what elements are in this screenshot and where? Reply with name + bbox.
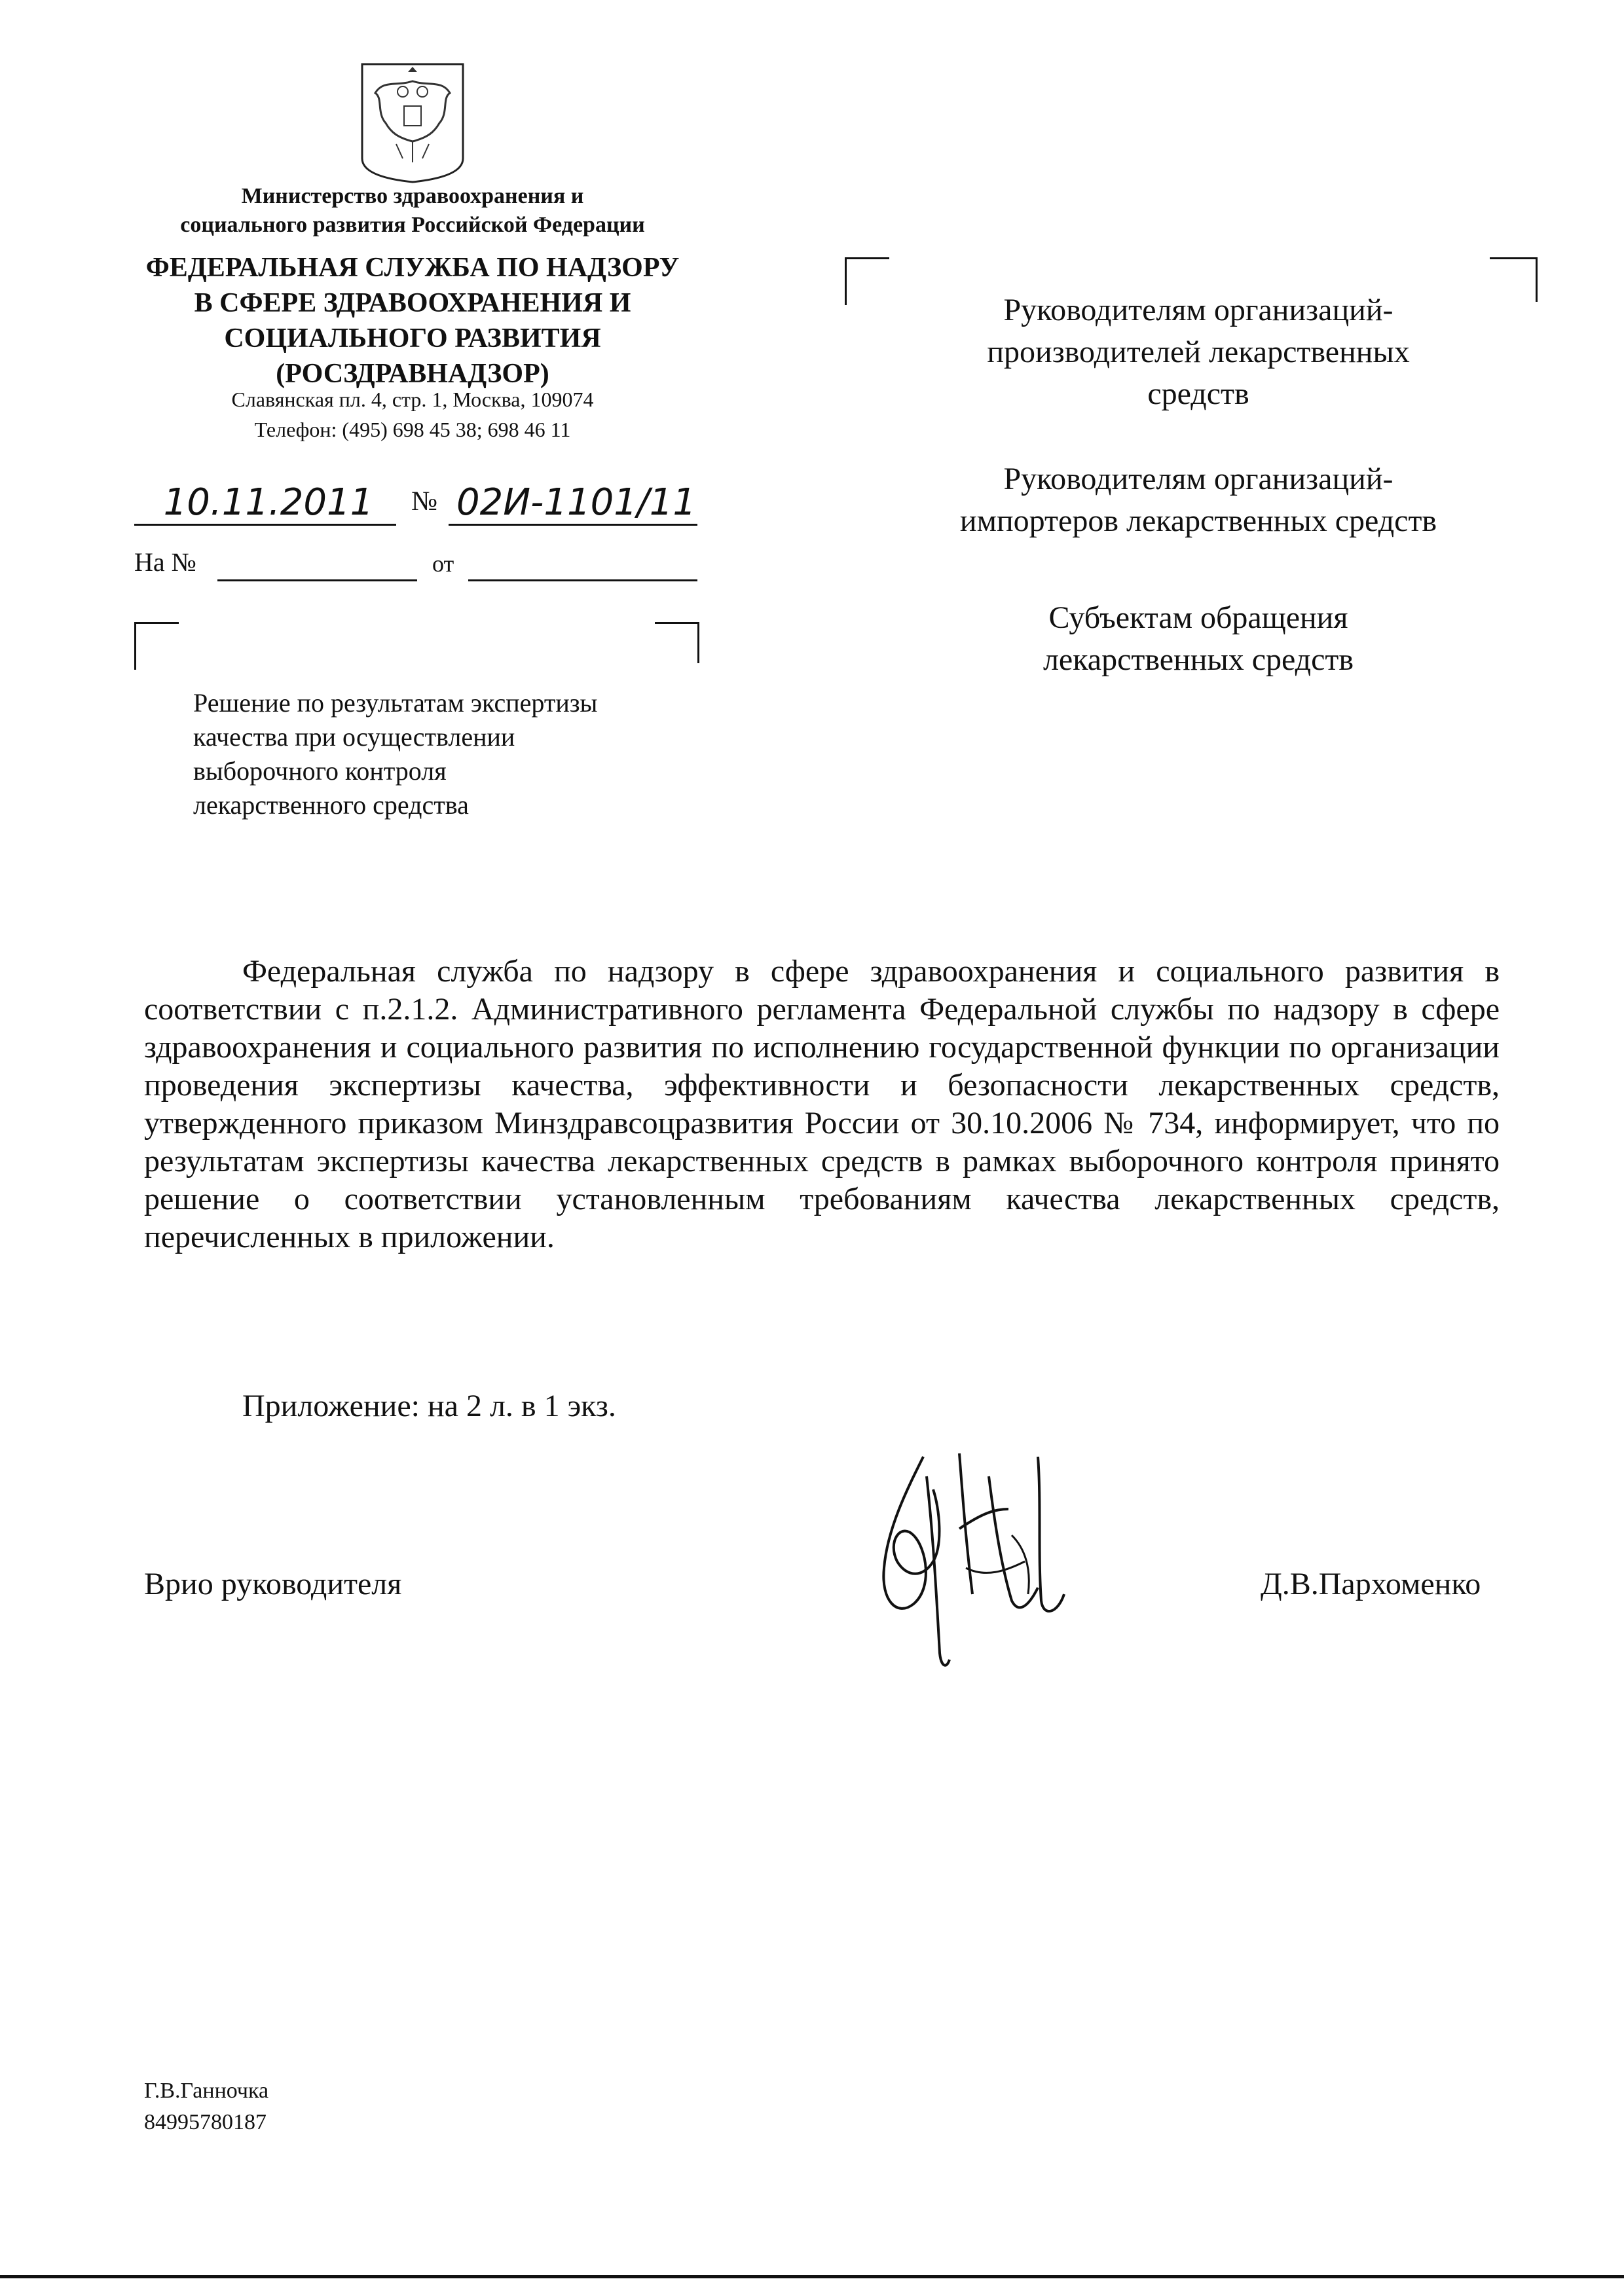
service-line: СОЦИАЛЬНОГО РАЗВИТИЯ xyxy=(224,323,601,354)
document-number-handwritten: 02И-1101/11 xyxy=(456,481,696,524)
subject-corner-right xyxy=(655,622,699,663)
subject-line: выборочного контроля xyxy=(193,756,447,786)
signatory-title: Врио руководителя xyxy=(144,1567,402,1601)
addressee-line: лекарственных средств xyxy=(1043,642,1354,677)
executor-contact xyxy=(144,2075,268,2138)
sender-phone: Телефон: (495) 698 45 38; 698 46 11 xyxy=(254,418,571,441)
subject-line: качества при осуществлении xyxy=(193,722,515,752)
subject-corner-left xyxy=(134,622,179,670)
letter-body: Федеральная служба по надзору в сфере здравоохранения и социального развития в соответствии с п.2.1.2. Административного регламента Федеральной службы по надзору в сфере здравоохранения и социального развития по исполнению государственной функции по организации проведения экспертизы качества, эффективности и безопасности лекарственных средств, утвержденного приказом Минздравсоцразвития России от 30.10.2006 № 734, информирует, что по результатам экспертизы качества лекарственных средств в рамках выборочного контроля принято решение о соответствии установленным требованиям качества лекарственных средств, перечисленных в приложении. xyxy=(144,954,1500,1254)
addressee-line: импортеров лекарственных средств xyxy=(959,503,1437,538)
appendix-note: Приложение: на 2 л. в 1 экз. xyxy=(242,1389,616,1423)
sender-address: Славянская пл. 4, стр. 1, Москва, 109074 xyxy=(231,388,594,411)
addressee-importers xyxy=(904,458,1493,542)
service-line: (РОСЗДРАВНАДЗОР) xyxy=(276,359,549,389)
signatory-name: Д.В.Пархоменко xyxy=(1261,1567,1481,1601)
reference-date-blank xyxy=(468,579,697,581)
reference-number-blank xyxy=(217,579,417,581)
addressee-manufacturers xyxy=(904,289,1493,415)
ministry-line: Министерство здравоохранения и xyxy=(241,184,584,208)
ministry-line: социального развития Российской Федерации xyxy=(180,213,645,237)
letter-subject xyxy=(193,686,750,822)
coat-of-arms-emblem xyxy=(357,60,468,185)
service-name xyxy=(118,250,707,392)
page-bottom-rule xyxy=(0,2275,1624,2278)
date-underline xyxy=(134,524,396,526)
addressee-line: Субъектам обращения xyxy=(1048,600,1348,635)
addressee-corner-right xyxy=(1490,257,1538,302)
addressee-corner-left xyxy=(845,257,889,305)
addressee-line: Руководителям организаций- xyxy=(1003,462,1393,496)
ministry-name xyxy=(118,182,707,240)
addressee-line: производителей лекарственных xyxy=(987,335,1410,369)
handwritten-signature xyxy=(861,1437,1077,1683)
service-line: ФЕДЕРАЛЬНАЯ СЛУЖБА ПО НАДЗОРУ xyxy=(145,253,680,283)
executor-name: Г.В.Ганночка xyxy=(144,2079,269,2103)
sender-address-block xyxy=(118,384,707,445)
reference-date-label: от xyxy=(432,551,454,577)
document-date-handwritten: 10.11.2011 xyxy=(163,481,374,524)
addressee-line: Руководителям организаций- xyxy=(1003,293,1393,327)
reference-number-label: На № xyxy=(134,547,196,577)
number-underline xyxy=(449,524,697,526)
addressee-line: средств xyxy=(1147,376,1249,411)
addressee-subjects xyxy=(904,597,1493,681)
number-sign: № xyxy=(411,486,438,517)
subject-line: Решение по результатам экспертизы xyxy=(193,688,598,718)
executor-phone: 84995780187 xyxy=(144,2110,267,2134)
subject-line: лекарственного средства xyxy=(193,790,469,820)
service-line: В СФЕРЕ ЗДРАВООХРАНЕНИЯ И xyxy=(194,288,631,318)
